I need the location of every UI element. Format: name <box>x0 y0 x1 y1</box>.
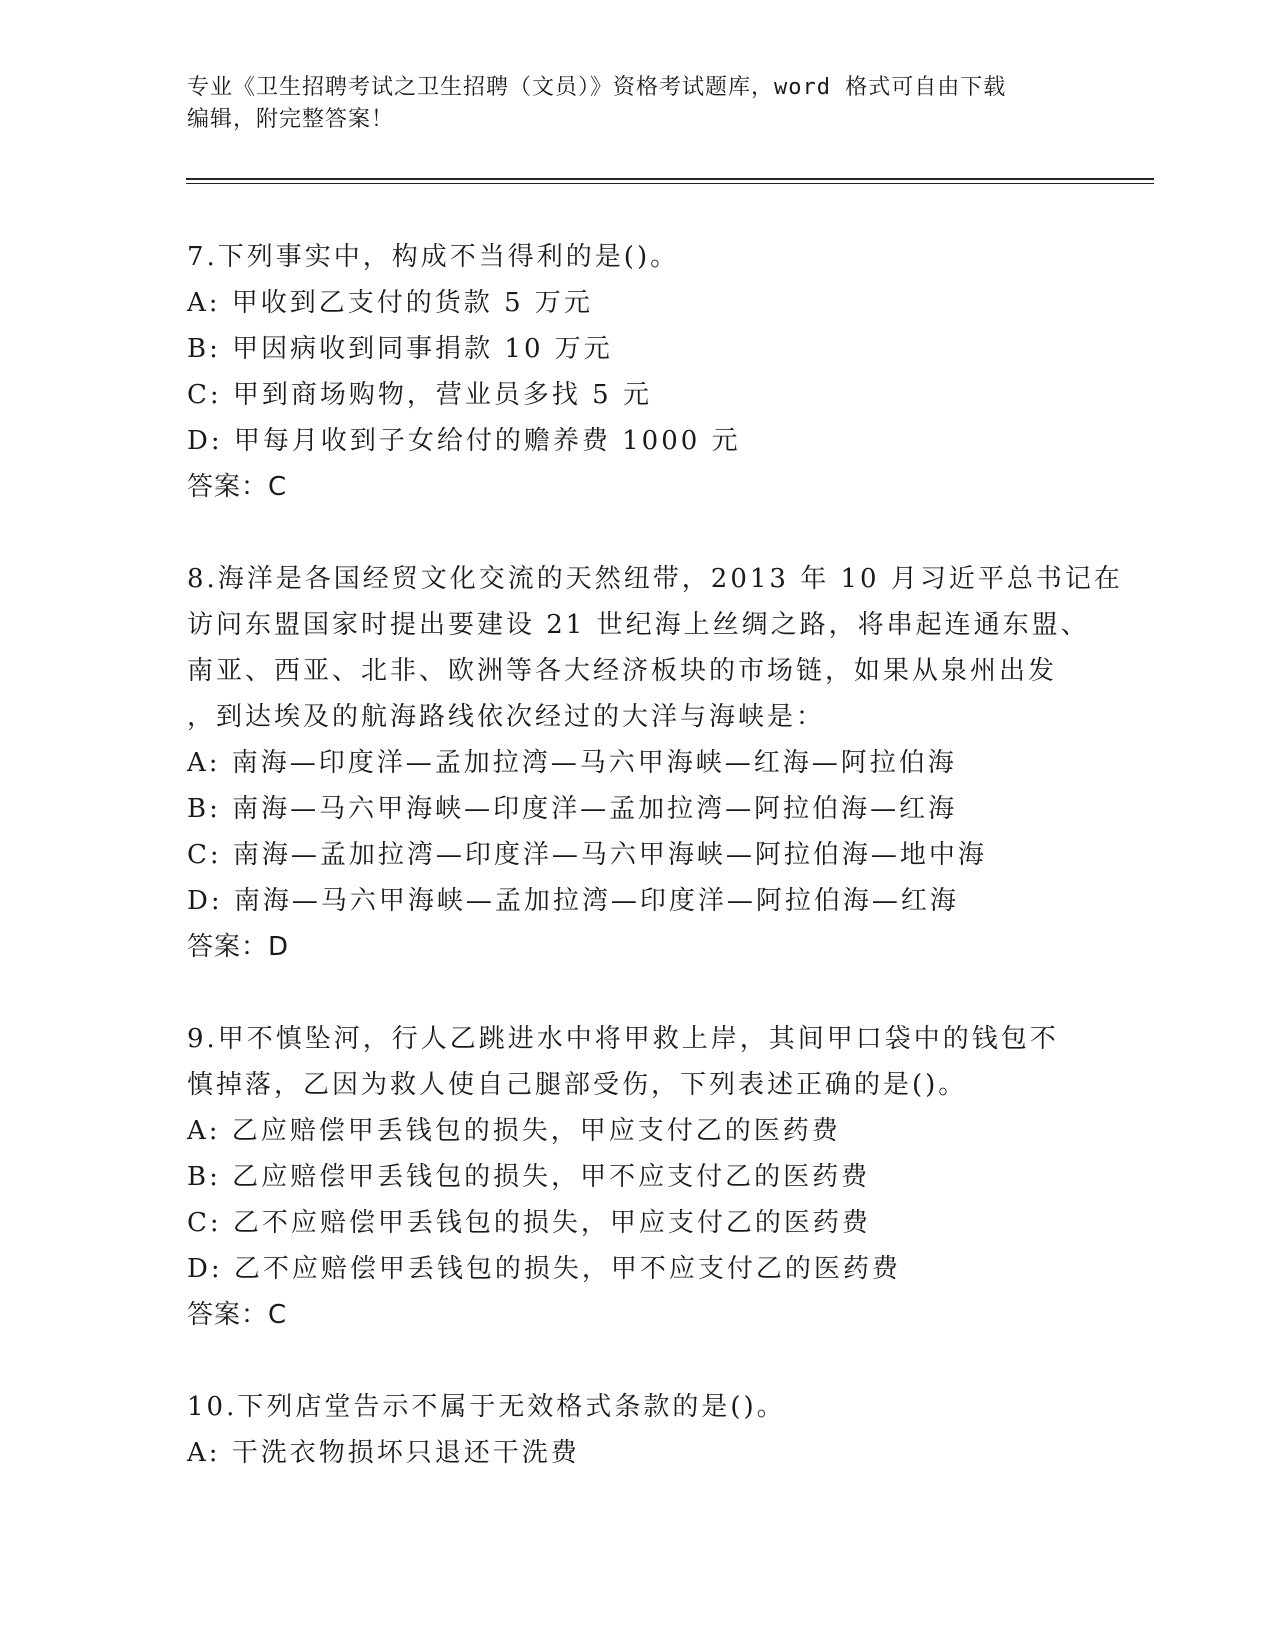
question-8-stem-line-4: ，到达埃及的航海路线依次经过的大洋与海峡是： <box>187 702 826 732</box>
question-8 <box>187 556 1127 970</box>
question-8-stem-line-1: 8.海洋是各国经贸文化交流的天然纽带，2013 年 10 月习近平总书记在 <box>187 564 1123 594</box>
question-9-option-c: C: 乙不应赔偿甲丢钱包的损失，甲应支付乙的医药费 <box>187 1208 871 1238</box>
question-7 <box>187 234 1127 510</box>
document-header <box>187 72 1087 136</box>
question-8-answer: 答案：D <box>187 932 290 962</box>
question-10-option-a: A: 干洗衣物损坏只退还干洗费 <box>187 1438 580 1468</box>
question-9-option-a: A: 乙应赔偿甲丢钱包的损失，甲应支付乙的医药费 <box>187 1116 841 1146</box>
question-9-stem-line-2: 慎掉落，乙因为救人使自己腿部受伤，下列表述正确的是()。 <box>187 1070 968 1100</box>
header-divider-thick <box>186 178 1154 180</box>
question-7-stem: 7.下列事实中，构成不当得利的是()。 <box>187 242 680 272</box>
question-7-answer: 答案：C <box>187 472 288 502</box>
question-8-option-a: A: 南海—印度洋—孟加拉湾—马六甲海峡—红海—阿拉伯海 <box>187 748 957 778</box>
question-9 <box>187 1016 1127 1338</box>
question-7-option-c: C: 甲到商场购物，营业员多找 5 元 <box>187 380 652 410</box>
question-8-option-d: D: 南海—马六甲海峡—孟加拉湾—印度洋—阿拉伯海—红海 <box>187 886 959 916</box>
header-line-1: 专业《卫生招聘考试之卫生招聘（文员）》资格考试题库，word 格式可自由下载 <box>187 75 1007 100</box>
question-7-option-a: A: 甲收到乙支付的货款 5 万元 <box>187 288 593 318</box>
question-10 <box>187 1384 1127 1476</box>
question-9-stem-line-1: 9.甲不慎坠河，行人乙跳进水中将甲救上岸，其间甲口袋中的钱包不 <box>187 1024 1059 1054</box>
header-divider-thin <box>186 183 1154 184</box>
question-8-option-c: C: 南海—孟加拉湾—印度洋—马六甲海峡—阿拉伯海—地中海 <box>187 840 987 870</box>
question-8-stem-line-3: 南亚、西亚、北非、欧洲等各大经济板块的市场链，如果从泉州出发 <box>187 656 1058 686</box>
question-9-option-b: B: 乙应赔偿甲丢钱包的损失，甲不应支付乙的医药费 <box>187 1162 871 1192</box>
question-8-stem-line-2: 访问东盟国家时提出要建设 21 世纪海上丝绸之路，将串起连通东盟、 <box>187 610 1090 640</box>
question-7-option-b: B: 甲因病收到同事捐款 10 万元 <box>187 334 613 364</box>
question-9-answer: 答案：C <box>187 1300 288 1330</box>
question-10-stem: 10.下列店堂告示不属于无效格式条款的是()。 <box>187 1392 786 1422</box>
header-line-2: 编辑，附完整答案！ <box>187 107 395 132</box>
question-8-option-b: B: 南海—马六甲海峡—印度洋—孟加拉湾—阿拉伯海—红海 <box>187 794 958 824</box>
question-7-option-d: D: 甲每月收到子女给付的赡养费 1000 元 <box>187 426 741 456</box>
question-list <box>187 234 1127 1522</box>
question-9-option-d: D: 乙不应赔偿甲丢钱包的损失，甲不应支付乙的医药费 <box>187 1254 901 1284</box>
